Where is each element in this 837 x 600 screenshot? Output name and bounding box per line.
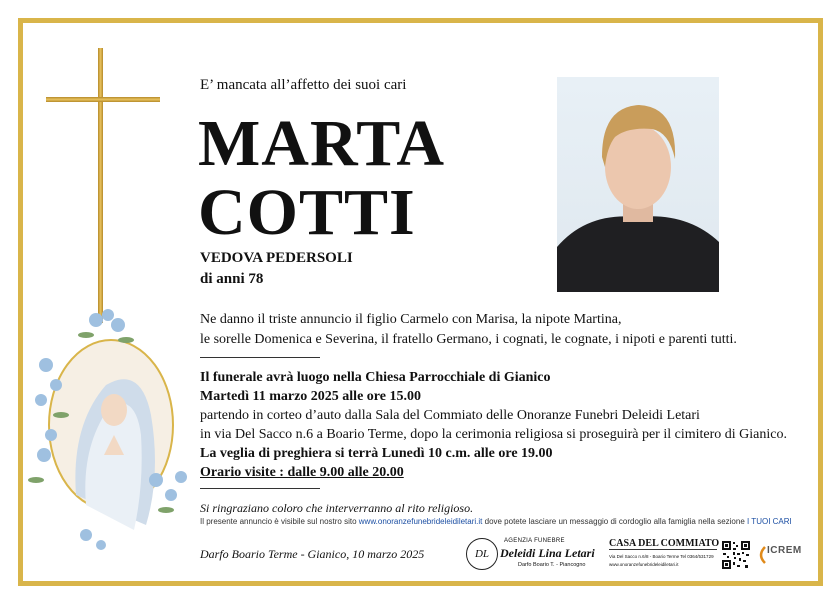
intro-text: E’ mancata all’affetto dei suoi cari bbox=[200, 77, 407, 93]
funeral-line: partendo in corteo d’auto dalla Sala del Commiato delle Onoranze Funebri Deleidi Letari bbox=[200, 408, 700, 423]
icrem-emblem-icon bbox=[757, 545, 767, 565]
last-name: COTTI bbox=[198, 176, 416, 249]
casa-title: CASA DEL COMMIATO bbox=[609, 538, 720, 549]
funeral-date: Martedì 11 marzo 2025 alle ore 15.00 bbox=[200, 389, 421, 404]
vigil-line: La veglia di preghiera si terrà Lunedì 10 c.m. alle ore 19.00 bbox=[200, 446, 553, 461]
place-date: Darfo Boario Terme - Gianico, 10 marzo 2025 bbox=[200, 547, 425, 561]
agency-top-label: AGENZIA FUNEBRE bbox=[504, 538, 565, 544]
icrem-name: ICREM bbox=[767, 545, 802, 556]
icrem-logo bbox=[757, 542, 805, 568]
agency-emblem-icon: DL bbox=[466, 538, 498, 570]
funeral-line: in via Del Sacco n.6 a Boario Terme, dopo la cerimonia religiosa si proseguirà per il cimitero di Gianico. bbox=[200, 427, 787, 442]
cross-icon bbox=[98, 48, 103, 323]
visits-line: Orario visite : dalle 9.00 alle 20.00 bbox=[200, 465, 404, 480]
qr-code-icon bbox=[721, 540, 751, 570]
funeral-line: Il funerale avrà luogo nella Chiesa Parrocchiale di Gianico bbox=[200, 370, 551, 385]
cross-bar bbox=[46, 97, 160, 102]
divider bbox=[200, 357, 320, 358]
first-name: MARTA bbox=[198, 107, 446, 180]
agency-name: Deleidi Lina Letari bbox=[500, 546, 595, 560]
madonna-illustration bbox=[26, 305, 206, 560]
announcement-line: le sorelle Domenica e Severina, il fratello Germano, i cognati, le cognate, i nipoti e parenti tutti. bbox=[200, 332, 737, 347]
website-link[interactable]: www.onoranzefunebrideleidiletari.it bbox=[358, 517, 483, 526]
age: di anni 78 bbox=[200, 271, 264, 287]
agency-logo-block bbox=[466, 538, 606, 572]
thanks-line: Si ringraziano coloro che interverranno al rito religioso. bbox=[200, 501, 474, 515]
casa-commiato-block bbox=[609, 538, 720, 567]
announcement-line: Ne danno il triste annuncio il figlio Carmelo con Marisa, la nipote Martina, bbox=[200, 312, 622, 327]
casa-address: Via Del Sacco n.6/8 - Boario Terme Tel 0364/531729 bbox=[609, 554, 714, 559]
section-link[interactable]: I TUOI CARI bbox=[747, 517, 792, 526]
website-notice: Il presente annuncio è visibile sul nostro sito www.onoranzefunebrideleidiletari.it dove potete lasciare un messaggio di cordoglio alla famiglia nella sezione I TUOI CARI bbox=[200, 517, 792, 526]
casa-url: www.onoranzefunebrideleidiletari.it bbox=[609, 562, 679, 567]
widow-of: VEDOVA PEDERSOLI bbox=[200, 250, 353, 266]
divider bbox=[200, 488, 320, 489]
portrait-photo bbox=[557, 77, 719, 292]
agency-location: Darfo Boario T. - Piancogno bbox=[518, 562, 586, 568]
